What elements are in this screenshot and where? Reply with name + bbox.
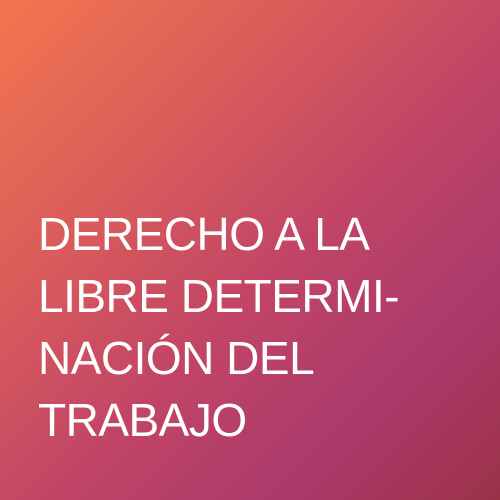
- title-line-4: TRABAJO: [38, 394, 247, 446]
- title-line-1: DERECHO A LA: [38, 208, 370, 260]
- title-line-3: NACIÓN DEL: [38, 332, 315, 384]
- title-line-2: LIBRE DETERMI-: [38, 270, 400, 322]
- card-title: [38, 203, 399, 451]
